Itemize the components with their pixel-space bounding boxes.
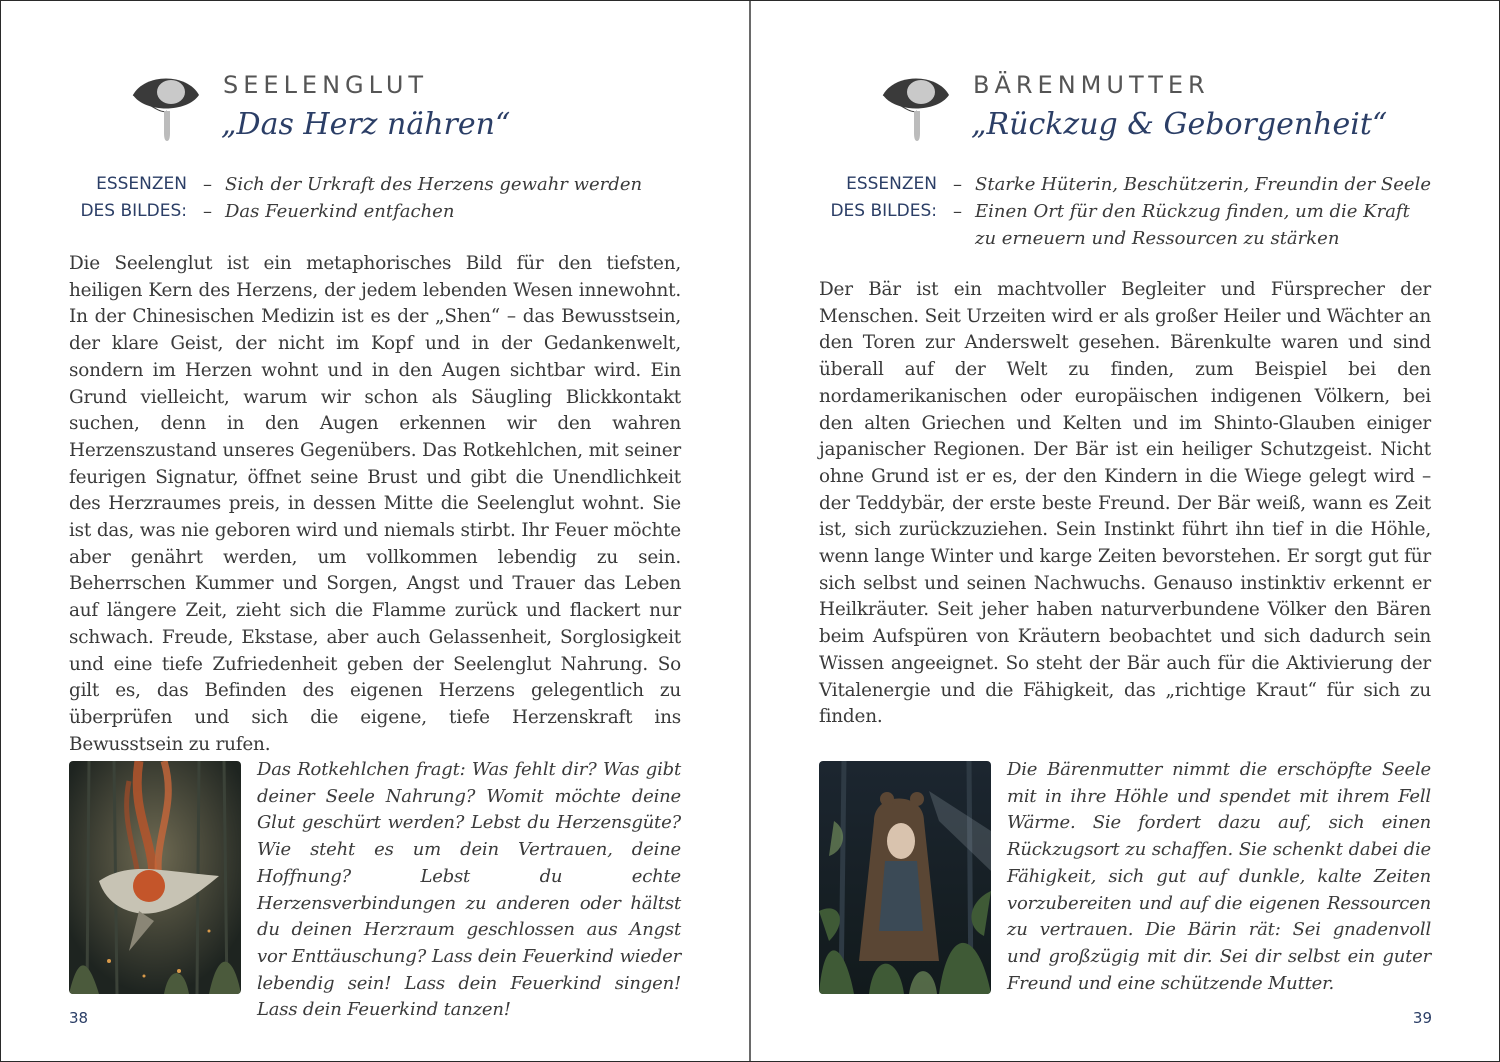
card-quote: Die Bärenmutter nimmt die erschöpfte Seele mit in ihre Höhle und spendet mit ihrem Fell Wärme. Sie fordert dazu auf, sich einen Rückzugsort zu schaffen. Sie schenkt dabei die Fähigkeit, sich gut auf dunkle, kalte Zeiten vorzubereiten und auf die eigenen Ressourcen zu vertrauen. Die Bärin rät: Sei gnadenvoll und großzügig mit dir. Sei dir selbst ein guter Freund und eine schützende Mutter.: [1007, 759, 1431, 994]
page-number: 38: [69, 1009, 89, 1027]
bear-mother-card-illustration: [819, 761, 991, 994]
essence-item: [203, 198, 683, 225]
robin-card-illustration: [69, 761, 241, 994]
page-number: 39: [1412, 1009, 1432, 1027]
essences-heading-line2: DES BILDES:: [830, 201, 937, 221]
dash: –: [203, 201, 212, 222]
card-quote: Das Rotkehlchen fragt: Was fehlt dir? Was gibt deiner Seele Nahrung? Womit möchte deine Glut geschürt werden? Lebst du Herzensgüte? Wie steht es um dein Vertrauen, deine Hoffnung? Lebst du echte Herzensverbindungen zu anderen oder hältst du deinen Herzraum geschlossen aus Angst vor Enttäuschung? Lass dein Feuerkind wieder lebendig sein! Lass dein Feuerkind singen! Lass dein Feuerkind tanzen!: [257, 759, 681, 1021]
card-header: [131, 65, 731, 151]
essence-item: [203, 171, 683, 198]
card-label: BÄRENMUTTER: [973, 71, 1210, 99]
body-text: Die Seelenglut ist ein metaphorisches Bild für den tiefsten, heiligen Kern des Herzens, der jedem lebenden Wesen innewohnt. In der Chinesischen Medizin ist es der „Shen“ – das Bewusstsein, der klare Geist, der nicht im Kopf und in der Gedankenwelt, sondern im Herzen wohnt und in den Augen sichtbar wird. Ein Grund vielleicht, warum wir schon als Säugling Blickkontakt suchen, denn in den Augen erkennen wir den wahren Herzenszustand unseres Gegenübers. Das Rotkehlchen, mit seiner feurigen Signatur, öffnet seine Brust und gibt die Unendlichkeit des Herzraumes preis, in dessen Mitte die Seelenglut wohnt. Sie ist das, was nie geboren wird und niemals stirbt. Ihr Feuer möchte aber genährt werden, um vollkommen lebendig zu sein. Beherrschen Kummer und Sorgen, Angst und Trauer das Leben auf längere Zeit, zieht sich die Flamme zurück und flackert nur schwach. Freude, Ekstase, aber auch Gelassenheit, Sorglosigkeit und eine tiefe Zufriedenheit geben der Seelenglut Nahrung. So gilt es, das Befinden des eigenen Herzens gelegentlich zu überprüfen und sich die eigene, tiefe Herzenskraft ins Bewusstsein zu rufen.: [69, 253, 681, 755]
essence-text: Starke Hüterin, Beschützerin, Freundin der Seele: [975, 174, 1431, 195]
essence-item: [953, 198, 1433, 252]
card-header: [881, 65, 1481, 151]
card-label: SEELENGLUT: [223, 71, 429, 99]
essences-list: [203, 171, 683, 225]
essences-heading-line2: DES BILDES:: [80, 201, 187, 221]
dash: –: [953, 174, 962, 195]
essence-text: Einen Ort für den Rückzug finden, um die Kraft zu erneuern und Ressourcen zu stärken: [975, 201, 1410, 249]
card-title: „Rückzug & Geborgenheit“: [971, 107, 1388, 142]
essence-text: Das Feuerkind entfachen: [225, 201, 455, 222]
body-text: Der Bär ist ein machtvoller Begleiter und Fürsprecher der Menschen. Seit Urzeiten wird er als großer Heiler und Wächter an den Toren zur Anderswelt gesehen. Bärenkulte waren und sind überall auf der Welt zu finden, zum Beispiel bei den nordamerikanischen oder europäischen indigenen Völkern, bei den alten Griechen und Kelten und im Shinto-Glauben einiger japanischer Regionen. Der Bär ist ein heiliger Schutzgeist. Nicht ohne Grund ist er es, der den Kindern in die Wiege gelegt wird – der Teddybär, der erste beste Freund. Der Bär weiß, wann es Zeit ist, sich zurückzuziehen. Sein Instinkt führt ihn tief in die Höhle, wenn lange Winter und karge Zeiten bevorstehen. Er sorgt gut für sich selbst und seinen Nachwuchs. Genauso instinktiv erkennt er Heilkräuter. Seit jeher haben naturverbundene Völker den Bären beim Aufspüren von Kräutern beobachtet und sich dadurch sein Wissen angeeignet. So steht der Bär auch für die Aktivierung der Vitalenergie und die Fähigkeit, das „richtige Kraut“ für sich zu finden.: [819, 279, 1431, 728]
dash: –: [953, 201, 962, 222]
essences-heading: [819, 171, 937, 225]
essence-item: [953, 171, 1433, 198]
essences-heading-line1: ESSENZEN: [96, 174, 187, 194]
essences-list: [953, 171, 1433, 252]
card-title: „Das Herz nähren“: [221, 107, 511, 142]
eye-teardrop-icon: [881, 71, 951, 143]
dash: –: [203, 174, 212, 195]
essence-text: Sich der Urkraft des Herzens gewahr werden: [225, 174, 643, 195]
essences-heading-line1: ESSENZEN: [846, 174, 937, 194]
essences-heading: [69, 171, 187, 225]
right-page: [751, 1, 1500, 1061]
left-page: [1, 1, 750, 1061]
eye-teardrop-icon: [131, 71, 201, 143]
